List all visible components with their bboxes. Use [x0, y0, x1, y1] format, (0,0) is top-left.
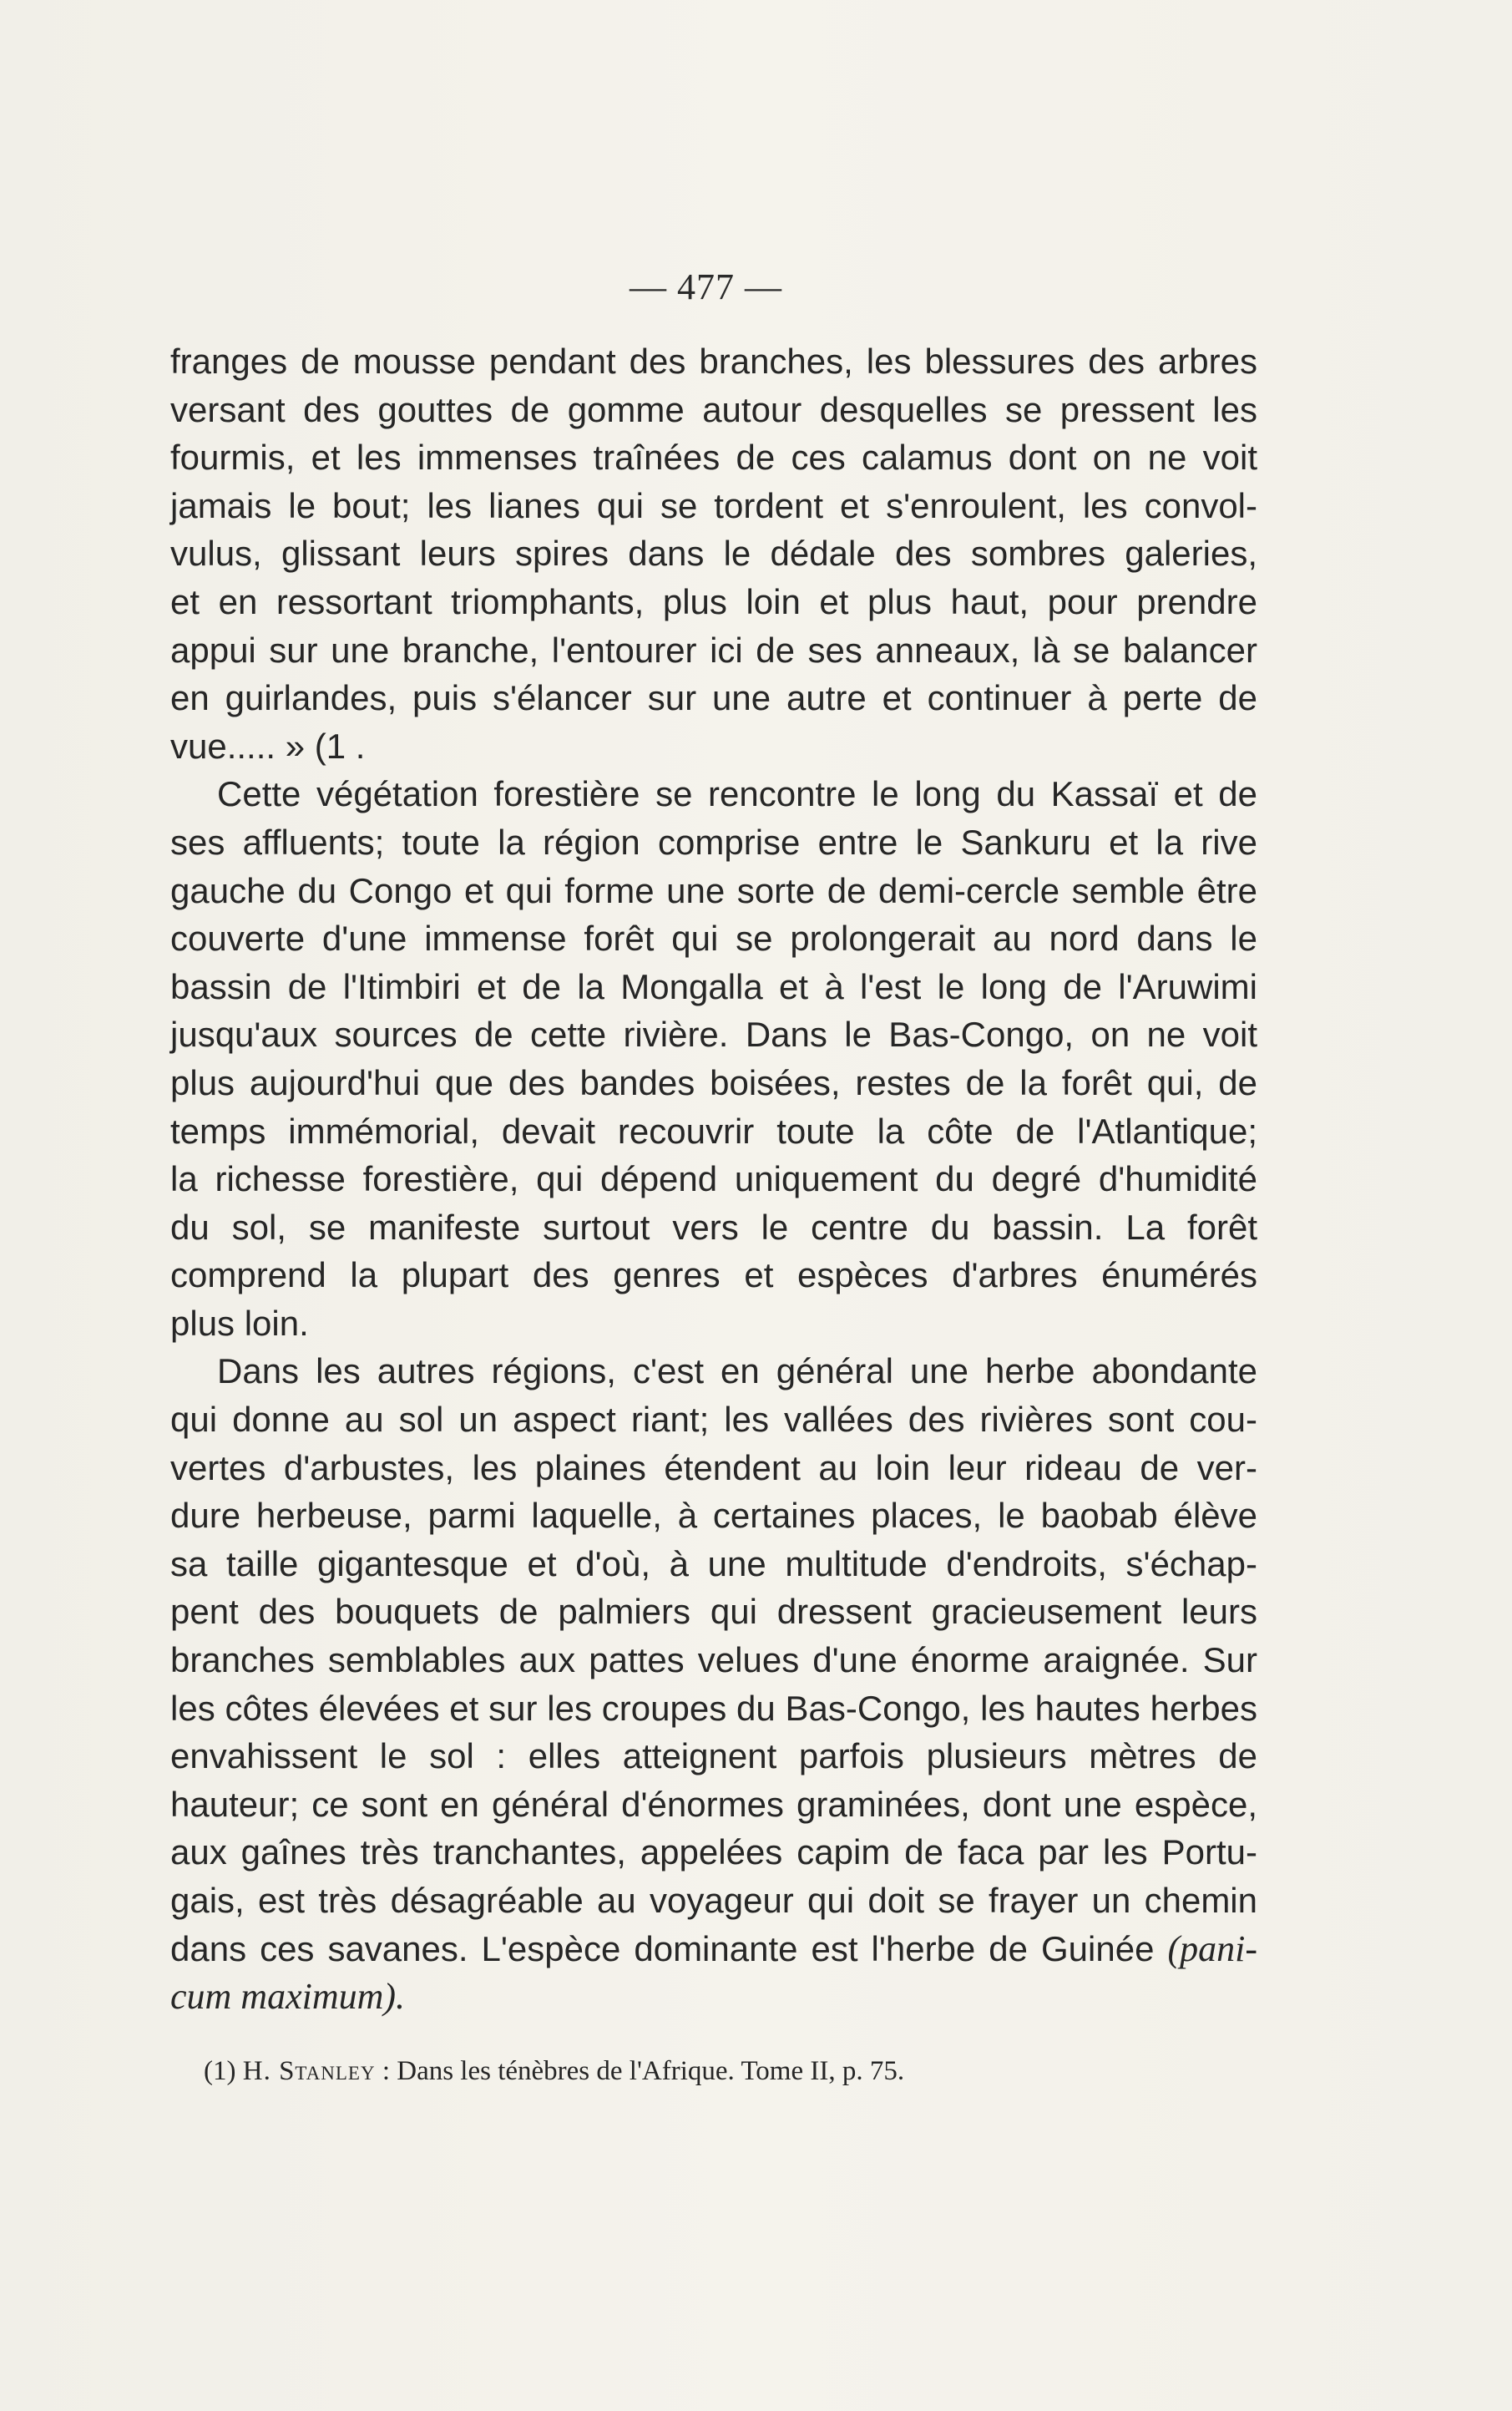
text-line: gauche du Congo et qui forme une sorte de demi-cercle semble être — [170, 870, 1257, 910]
text-line: gais, est très désagréable au voyageur qui doit se frayer un chemin — [170, 1881, 1257, 1920]
footnote-marker: (1) — [204, 2056, 236, 2086]
page-number: — 477 — — [630, 266, 782, 307]
species-name-italic: (pani- — [1167, 1927, 1257, 1969]
text-line: versant des gouttes de gomme autour desquelles se pressent les — [170, 389, 1257, 429]
text-line: aux gaînes très tranchantes, appelées capim de faca par les Portu- — [170, 1832, 1257, 1872]
text-line: vue..... » (1 . — [170, 726, 366, 766]
text-line: qui donne au sol un aspect riant; les vallées des rivières sont cou- — [170, 1400, 1257, 1440]
text-line: Dans les autres régions, c'est en général une herbe abondante — [217, 1351, 1257, 1391]
text-line: hauteur; ce sont en général d'énormes graminées, dont une espèce, — [170, 1784, 1257, 1824]
text-line: jusqu'aux sources de cette rivière. Dans le Bas-Congo, on ne voit — [170, 1015, 1257, 1055]
text-line: Cette végétation forestière se rencontre le long du Kassaï et de — [217, 774, 1257, 814]
text-line: comprend la plupart des genres et espèces d'arbres énumérés — [170, 1255, 1257, 1295]
text-segment: dans ces savanes. L'espèce dominante est l'herbe de Guinée — [170, 1928, 1155, 1968]
footnote-author: H. Stanley — [242, 2056, 376, 2086]
text-line: plus aujourd'hui que des bandes boisées, restes de la forêt qui, de — [170, 1062, 1257, 1102]
text-line: et en ressortant triomphants, plus loin et plus haut, pour prendre — [170, 581, 1257, 621]
text-line — [170, 1973, 1257, 2021]
text-line: du sol, se manifeste surtout vers le centre du bassin. La forêt — [170, 1207, 1257, 1247]
text-line: temps immémorial, devait recouvrir toute la côte de l'Atlantique; — [170, 1111, 1257, 1151]
text-line: la richesse forestière, qui dépend uniquement du degré d'humidité — [170, 1159, 1257, 1199]
text-line: appui sur une branche, l'entourer ici de ses anneaux, là se balancer — [170, 630, 1257, 670]
paragraph-1 — [170, 337, 1257, 770]
text-line: sa taille gigantesque et d'où, à une multitude d'endroits, s'échap- — [170, 1543, 1257, 1583]
text-line: dure herbeuse, parmi laquelle, à certaines places, le baobab élève — [170, 1496, 1257, 1536]
text-line — [170, 1925, 1257, 1973]
text-line: plus loin. — [170, 1303, 309, 1343]
text-line: bassin de l'Itimbiri et de la Mongalla et à l'est le long de l'Aruwimi — [170, 966, 1257, 1006]
text-line: fourmis, et les immenses traînées de ces calamus dont on ne voit — [170, 438, 1257, 478]
species-name-italic: cum maximum). — [170, 1976, 406, 2018]
text-line: pent des bouquets de palmiers qui dressent gracieusement leurs — [170, 1592, 1257, 1632]
text-line: branches semblables aux pattes velues d'une énorme araignée. Sur — [170, 1640, 1257, 1680]
footnote — [204, 2056, 904, 2087]
footnote-text: : Dans les ténèbres de l'Afrique. Tome II, p. 75. — [382, 2056, 905, 2086]
text-line: vulus, glissant leurs spires dans le dédale des sombres galeries, — [170, 534, 1257, 574]
text-line: jamais le bout; les lianes qui se tordent et s'enroulent, les convol- — [170, 485, 1257, 525]
text-line: vertes d'arbustes, les plaines étendent au loin leur rideau de ver- — [170, 1447, 1257, 1487]
paragraph-3 — [170, 1347, 1257, 2020]
text-line: les côtes élevées et sur les croupes du Bas-Congo, les hautes herbes — [170, 1688, 1257, 1728]
text-line: en guirlandes, puis s'élancer sur une autre et continuer à perte de — [170, 678, 1257, 718]
body-text — [170, 337, 1257, 2021]
paragraph-2 — [170, 770, 1257, 1347]
text-line: couverte d'une immense forêt qui se prolongerait au nord dans le — [170, 919, 1257, 959]
text-line: franges de mousse pendant des branches, les blessures des arbres — [170, 342, 1257, 381]
text-line: envahissent le sol : elles atteignent parfois plusieurs mètres de — [170, 1736, 1257, 1776]
text-line: ses affluents; toute la région comprise entre le Sankuru et la rive — [170, 822, 1257, 862]
